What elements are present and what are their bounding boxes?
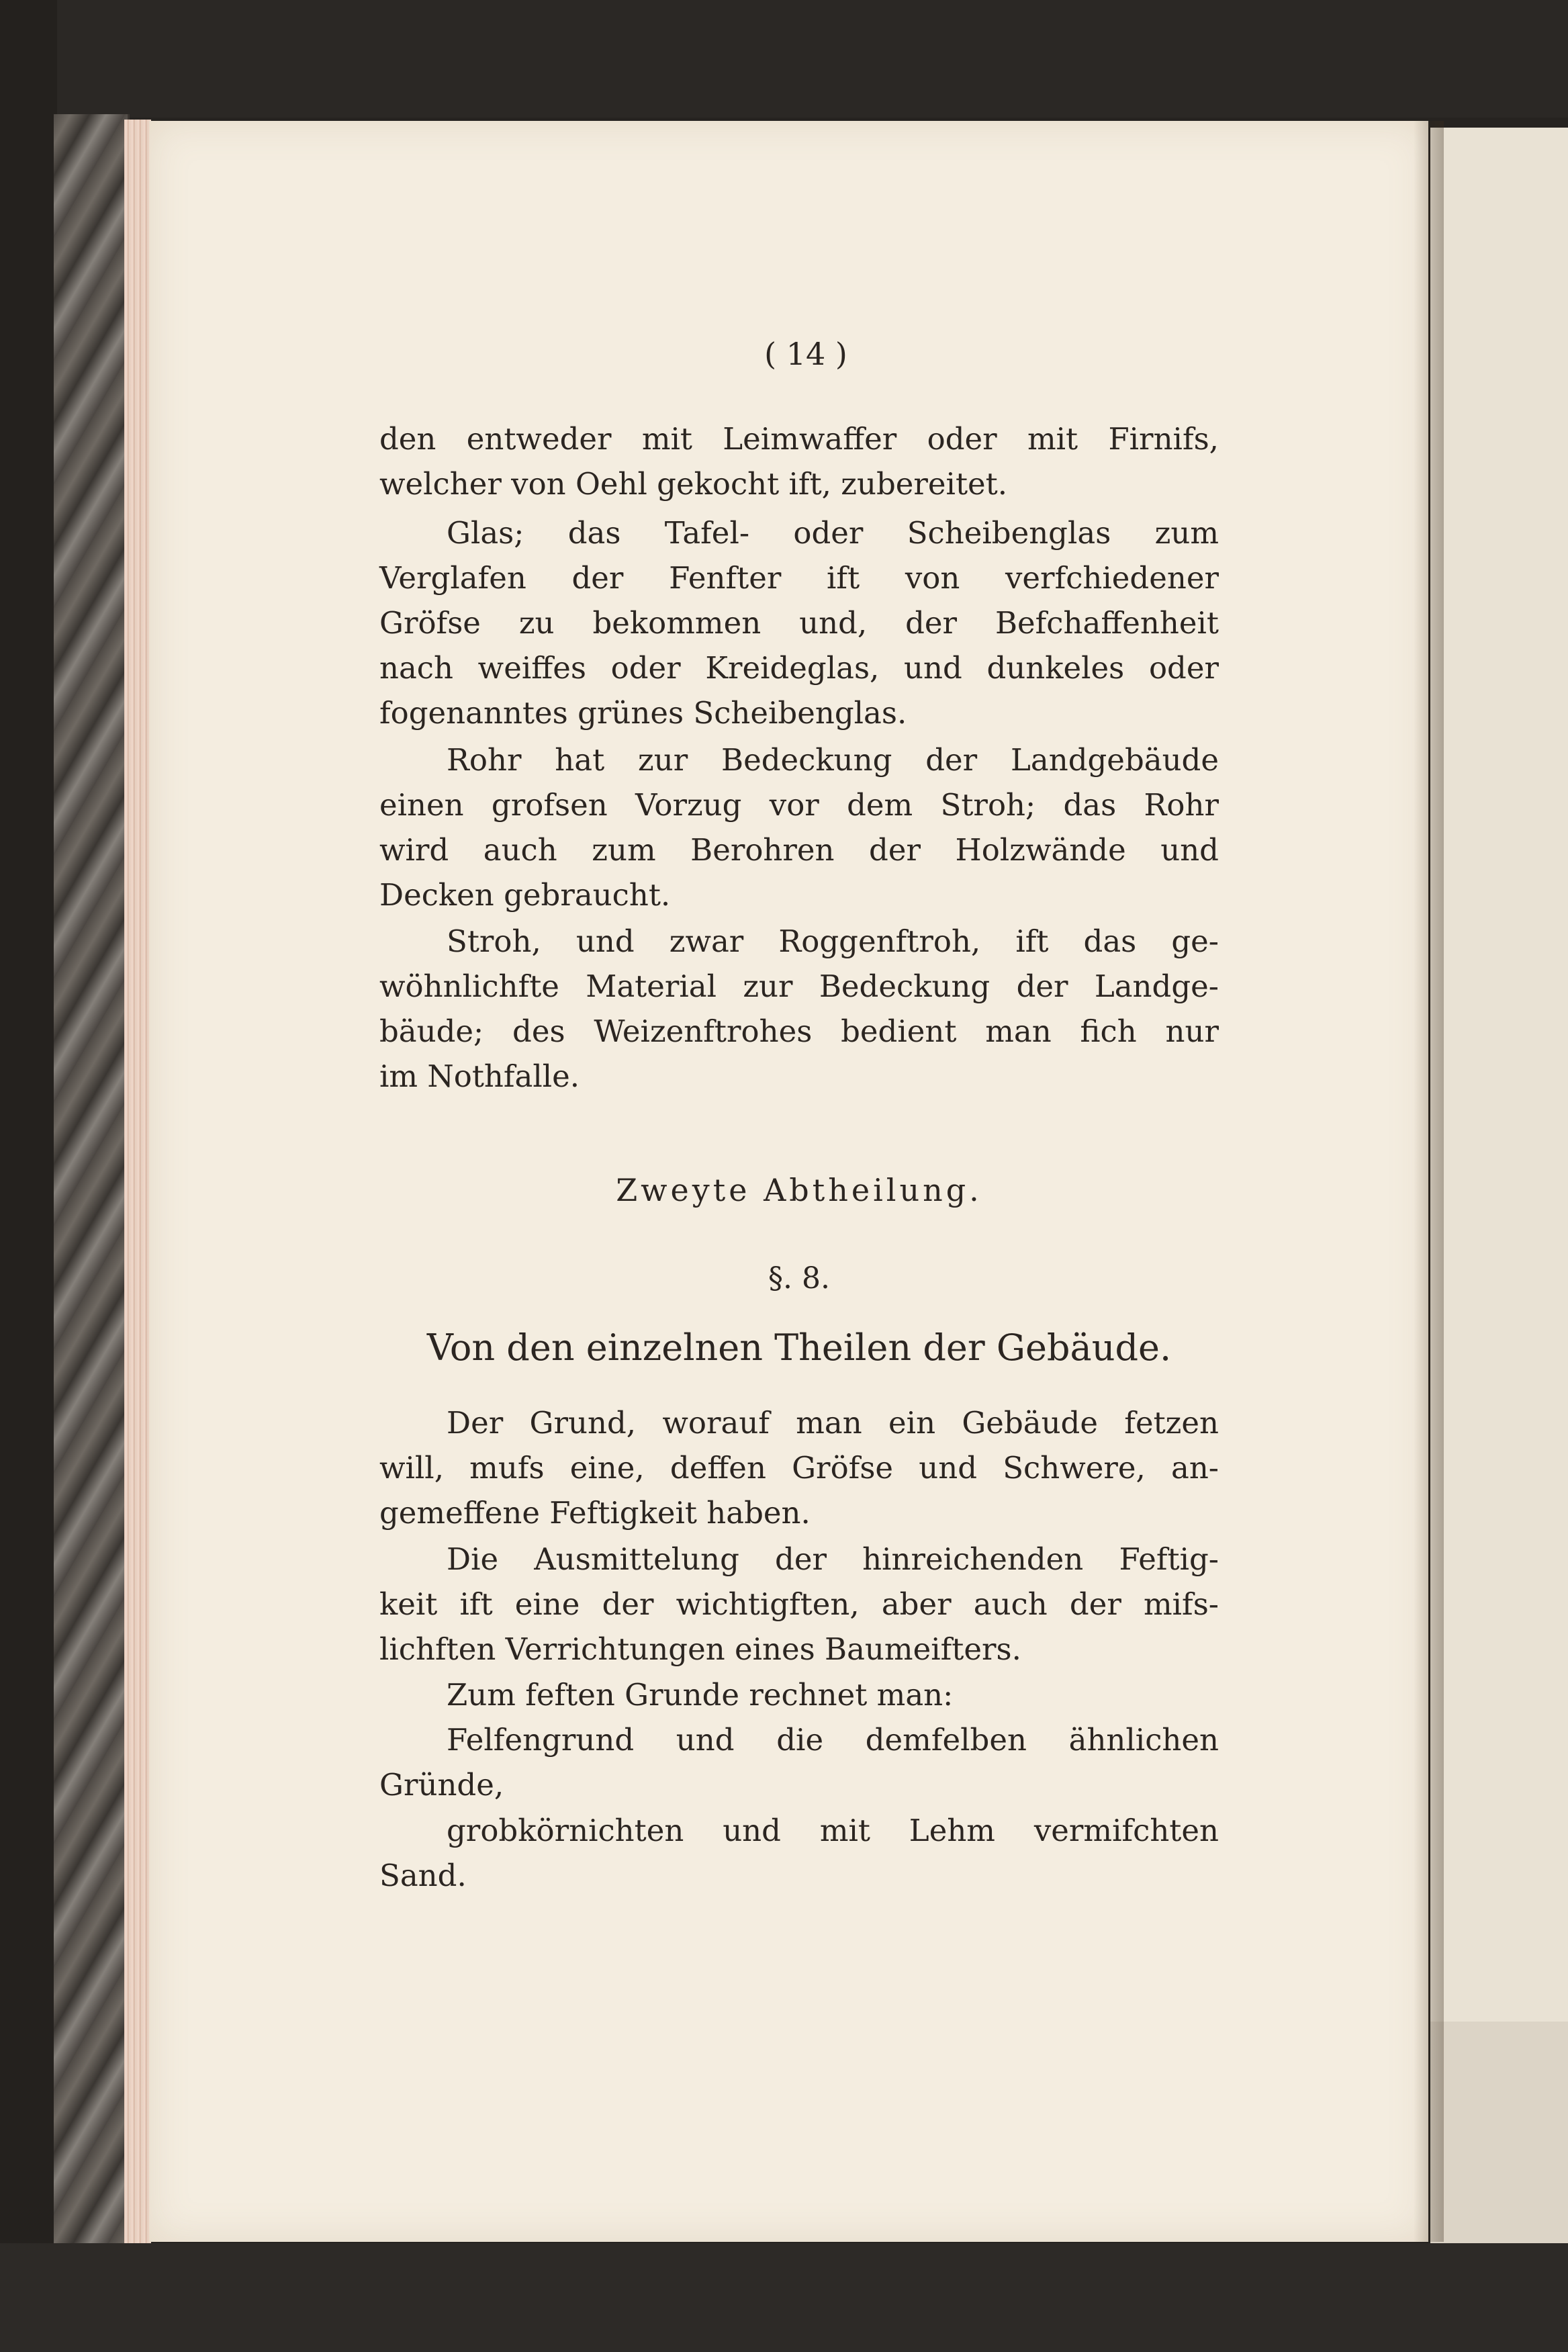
marbled-cover-edge [54, 114, 130, 2247]
text-line: welcher von Oehl gekocht ift, zubereitet. [379, 466, 1008, 502]
page-number: ( 14 ) [764, 336, 847, 372]
text-line: einen grofsen Vorzug vor dem Stroh; das Rohr [379, 787, 1219, 823]
text-line: Glas; das Tafel- oder Scheibenglas zum [447, 515, 1219, 551]
scan-background-bottom [0, 2243, 1568, 2352]
text-line: im Nothfalle. [379, 1058, 580, 1094]
text-line: Decken gebraucht. [379, 877, 671, 913]
scan-background-left [0, 0, 57, 2352]
text-line: fogenanntes grünes Scheibenglas. [379, 695, 907, 731]
text-block-3 [379, 737, 1219, 917]
text-line: nach weiffes oder Kreideglas, und dunkeles oder [379, 650, 1219, 686]
text-line: lichften Verrichtungen eines Baumeifters. [379, 1631, 1021, 1667]
text-block-7 [379, 1672, 1219, 1717]
text-line: bäude; des Weizenftrohes bedient man fich nur [379, 1013, 1219, 1049]
text-block-4 [379, 919, 1219, 1099]
text-block-1 [379, 416, 1219, 506]
text-block-5 [379, 1400, 1219, 1535]
chapter-heading: Von den einzelnen Theilen der Gebäude. [426, 1326, 1172, 1369]
text-line: Zum feften Grunde rechnet man: [447, 1677, 954, 1713]
text-block-8 [379, 1717, 1219, 1807]
text-line: Rohr hat zur Bedeckung der Landgebäude [447, 742, 1219, 778]
text-line: Sand. [379, 1858, 467, 1893]
scan-background-top [0, 0, 1568, 118]
section-title: Zweyte Abtheilung. [616, 1172, 982, 1208]
text-line: wird auch zum Berohren der Holzwände und [379, 832, 1219, 868]
text-line: gemeffene Feftigkeit haben. [379, 1495, 811, 1531]
facing-page-shadow [1430, 2022, 1568, 2243]
text-line: Die Ausmittelung der hinreichenden Feftig- [447, 1541, 1219, 1577]
page-edges [124, 120, 151, 2243]
text-line: Gröfse zu bekommen und, der Befchaffenheit [379, 605, 1219, 641]
text-line: Stroh, und zwar Roggenftroh, ift das ge- [447, 923, 1219, 959]
text-block-9 [379, 1808, 1219, 1898]
facing-page-edge [1430, 128, 1568, 2022]
text-line: Der Grund, worauf man ein Gebäude fetzen [447, 1405, 1219, 1441]
text-line: Felfengrund und die demfelben ähnlichen [447, 1722, 1219, 1758]
text-block-2 [379, 510, 1219, 735]
text-block-6 [379, 1537, 1219, 1672]
text-line: wöhnlichfte Material zur Bedeckung der Landge- [379, 968, 1219, 1004]
text-line: Gründe, [379, 1767, 504, 1803]
text-line: grobkörnichten und mit Lehm vermifchten [447, 1813, 1219, 1848]
text-line: will, mufs eine, deffen Gröfse und Schwere, an- [379, 1450, 1219, 1486]
page-gutter-shadow [1414, 121, 1444, 2242]
paragraph-sign: §. 8. [768, 1261, 830, 1296]
text-line: keit ift eine der wichtigften, aber auch der mifs- [379, 1586, 1219, 1622]
text-line: Verglafen der Fenfter ift von verfchiedener [379, 560, 1219, 596]
text-line: den entweder mit Leimwaffer oder mit Firnifs, [379, 421, 1219, 457]
